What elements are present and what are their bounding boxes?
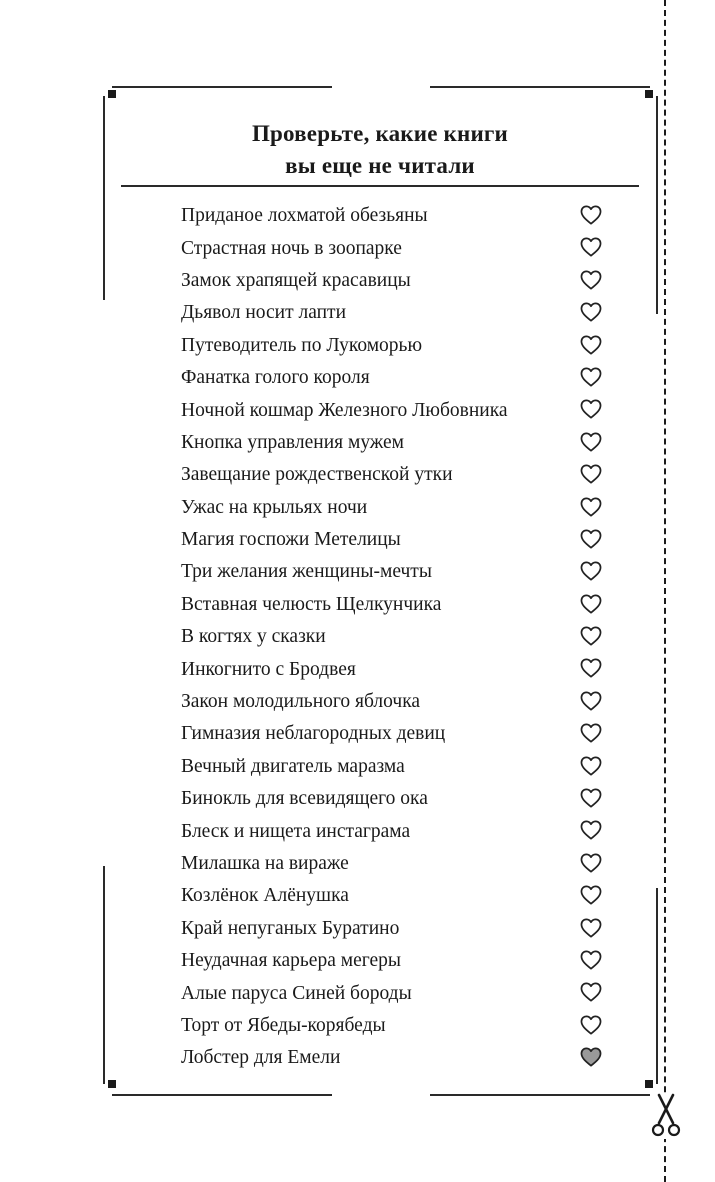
book-title: Торт от Ябеды-корябеды — [181, 1014, 386, 1036]
heart-icon[interactable] — [580, 270, 602, 290]
book-title: Вечный двигатель маразма — [181, 755, 405, 777]
book-title: Гимназия неблагородных девиц — [181, 723, 446, 745]
book-title: Приданое лохматой обезьяны — [181, 205, 428, 227]
heart-icon[interactable] — [580, 399, 602, 419]
frame-right-bottom-line — [656, 888, 658, 1084]
frame-corner-bottom-right — [645, 1080, 653, 1088]
frame-bottom-right-line — [430, 1094, 650, 1096]
book-title: Путеводитель по Лукоморью — [181, 334, 423, 356]
list-item — [181, 556, 611, 588]
book-title: Ужас на крыльях ночи — [181, 496, 368, 518]
book-title: Козлёнок Алёнушка — [181, 885, 349, 907]
heart-icon[interactable] — [580, 205, 602, 225]
heart-icon[interactable] — [580, 497, 602, 517]
list-item — [181, 589, 611, 621]
book-title: Бинокль для всевидящего ока — [181, 788, 428, 810]
list-item — [181, 848, 611, 880]
book-title: Вставная челюсть Щелкунчика — [181, 593, 442, 615]
list-item — [181, 394, 611, 426]
heart-icon[interactable] — [580, 1015, 602, 1035]
heart-icon[interactable] — [580, 756, 602, 776]
frame-left-top-line — [103, 96, 105, 300]
frame-corner-top-right — [645, 90, 653, 98]
list-item — [181, 330, 611, 362]
book-title: Лобстер для Емели — [181, 1047, 341, 1069]
book-title: Неудачная карьера мегеры — [181, 950, 401, 972]
heart-icon[interactable] — [580, 658, 602, 678]
list-item — [181, 232, 611, 264]
book-title: Край непуганых Буратино — [181, 917, 400, 939]
book-title: Блеск и нищета инстаграма — [181, 820, 411, 842]
book-title: Дьявол носит лапти — [181, 302, 347, 324]
list-item — [181, 751, 611, 783]
heart-icon[interactable] — [580, 561, 602, 581]
frame-left-bottom-line — [103, 866, 105, 1084]
heart-icon[interactable] — [580, 918, 602, 938]
book-title: Кнопка управления мужем — [181, 431, 405, 453]
book-title: Три желания женщины-мечты — [181, 561, 432, 583]
list-item — [181, 880, 611, 912]
heart-icon[interactable] — [580, 982, 602, 1002]
heart-icon[interactable] — [580, 788, 602, 808]
book-title: Магия госпожи Метелицы — [181, 529, 401, 551]
list-item — [181, 977, 611, 1009]
book-title: Замок храпящей красавицы — [181, 269, 411, 291]
list-item — [181, 621, 611, 653]
list-item — [181, 200, 611, 232]
heart-icon[interactable] — [580, 950, 602, 970]
page-title — [120, 118, 640, 182]
list-item — [181, 815, 611, 847]
heart-icon[interactable] — [580, 723, 602, 743]
book-title: Страстная ночь в зоопарке — [181, 237, 402, 259]
page-title-line-1: Проверьте, какие книги — [251, 121, 509, 146]
book-title: Ночной кошмар Железного Любовника — [181, 399, 508, 421]
heart-icon[interactable] — [580, 691, 602, 711]
heart-icon[interactable] — [580, 626, 602, 646]
heart-icon[interactable] — [580, 529, 602, 549]
heart-icon[interactable] — [580, 853, 602, 873]
list-item — [181, 297, 611, 329]
book-title: Завещание рождественской утки — [181, 464, 453, 486]
book-title: Милашка на вираже — [181, 853, 349, 874]
book-title: Алые паруса Синей бороды — [181, 982, 412, 1004]
list-item — [181, 653, 611, 685]
scissors-icon — [651, 1093, 681, 1139]
list-item — [181, 1042, 611, 1074]
book-checklist — [181, 200, 611, 1075]
heart-icon[interactable] — [580, 302, 602, 322]
frame-top-right-line — [430, 86, 650, 88]
list-item — [181, 783, 611, 815]
heart-icon[interactable] — [580, 464, 602, 484]
frame-right-top-line — [656, 96, 658, 314]
heart-icon[interactable] — [580, 1047, 602, 1067]
list-item — [181, 524, 611, 556]
list-item — [181, 265, 611, 297]
heart-icon[interactable] — [580, 594, 602, 614]
heart-icon[interactable] — [580, 885, 602, 905]
title-divider — [121, 185, 639, 187]
list-item — [181, 945, 611, 977]
frame-corner-bottom-left — [108, 1080, 116, 1088]
cut-line — [664, 0, 666, 1182]
list-item — [181, 459, 611, 491]
frame-corner-top-left — [108, 90, 116, 98]
list-item — [181, 718, 611, 750]
list-item — [181, 686, 611, 718]
heart-icon[interactable] — [580, 820, 602, 840]
book-title: Фанатка голого короля — [181, 367, 370, 389]
book-title: Закон молодильного яблочка — [181, 691, 421, 713]
frame-top-left-line — [112, 86, 332, 88]
list-item — [181, 362, 611, 394]
heart-icon[interactable] — [580, 432, 602, 452]
list-item — [181, 427, 611, 459]
page-title-line-2: вы еще не читали — [285, 153, 475, 178]
list-item — [181, 913, 611, 945]
frame-bottom-left-line — [112, 1094, 332, 1096]
heart-icon[interactable] — [580, 237, 602, 257]
list-item — [181, 1010, 611, 1042]
heart-icon[interactable] — [580, 367, 602, 387]
book-title: В когтях у сказки — [181, 626, 326, 648]
list-item — [181, 492, 611, 524]
book-title: Инкогнито с Бродвея — [181, 658, 356, 680]
heart-icon[interactable] — [580, 335, 602, 355]
